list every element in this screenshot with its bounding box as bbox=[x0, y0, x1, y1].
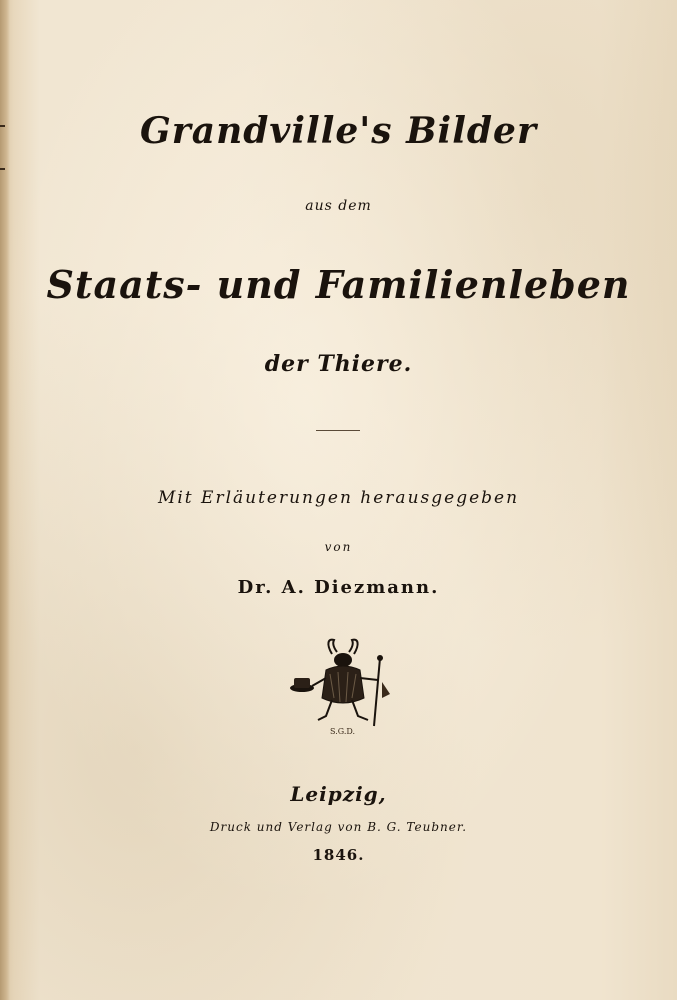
publication-year: 1846. bbox=[312, 846, 365, 864]
divider-rule bbox=[316, 430, 360, 431]
by-line: von bbox=[324, 540, 353, 554]
editor-note: Mit Erläuterungen herausgegeben bbox=[157, 488, 520, 508]
vignette-caption: S.G.D. bbox=[330, 727, 356, 736]
edge-mark bbox=[0, 168, 5, 170]
title-line-1: Grandville's Bilder bbox=[140, 110, 537, 152]
author-name: Dr. A. Diezmann. bbox=[237, 577, 440, 598]
title-line-2: Staats- und Familienleben bbox=[46, 262, 631, 307]
beetle-gentleman-icon bbox=[282, 636, 398, 736]
printer-line: Druck und Verlag von B. G. Teubner. bbox=[209, 820, 468, 834]
publication-place: Leipzig, bbox=[290, 782, 387, 806]
title-line-3: der Thiere. bbox=[264, 351, 413, 377]
title-connector: aus dem bbox=[305, 198, 372, 214]
